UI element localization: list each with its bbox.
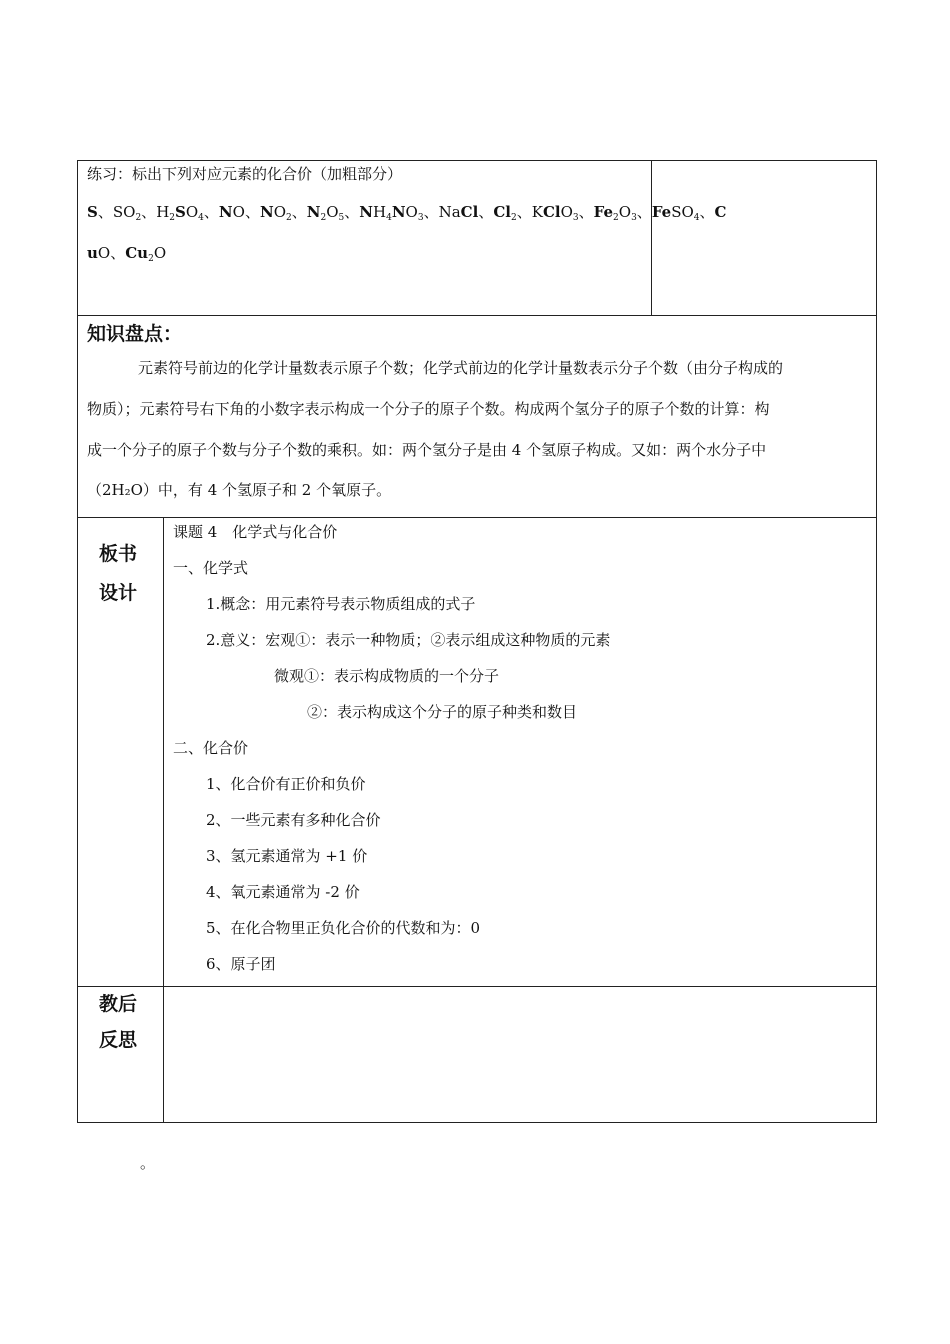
- formula-text: 、: [636, 203, 652, 221]
- formula-text: H: [372, 203, 387, 221]
- reflection-label-line-1: 教后: [99, 993, 138, 1015]
- formula-text: 、: [699, 203, 715, 221]
- board-label-cell: [78, 518, 163, 986]
- formula-text: SO: [671, 203, 694, 221]
- formula-text: Cl: [493, 203, 511, 221]
- formula-text: H: [156, 203, 170, 221]
- reflection-label-cell: [78, 987, 163, 1122]
- formula-text: Cl: [542, 203, 561, 221]
- knowledge-title: 知识盘点：: [87, 323, 183, 345]
- board-valence-item-2: 2、一些元素有多种化合价: [206, 811, 381, 829]
- board-valence-item-1: 1、化合价有正价和负价: [206, 775, 366, 793]
- formula-text: O: [405, 203, 418, 221]
- formula-text: 、: [344, 203, 360, 221]
- formula-text: Na: [438, 203, 461, 221]
- formula-text: O: [185, 203, 199, 221]
- board-item-concept: 1.概念：用元素符号表示物质组成的式子: [206, 595, 476, 613]
- board-section-2: 二、化合价: [173, 739, 249, 757]
- formula-text: 、: [141, 203, 157, 221]
- formula-text: N: [306, 203, 321, 221]
- practice-prompt: 练习：标出下列对应元素的化合价（加粗部分）: [87, 165, 403, 183]
- knowledge-paragraph-line-3: 成一个分子的原子个数与分子个数的乘积。如：两个氢分子是由 4 个氢原子构成。又如：两个水分子中: [87, 441, 767, 459]
- formula-text: 、: [110, 244, 126, 262]
- formula-text: 、: [516, 203, 532, 221]
- table-border-right: [876, 160, 877, 1123]
- formula-subscript: 2: [148, 254, 154, 264]
- practice-formulas-line-2: [87, 243, 166, 263]
- formula-text: O: [618, 203, 632, 221]
- formula-text: 、: [423, 203, 439, 221]
- formula-text: 、: [244, 203, 260, 221]
- knowledge-cell: [78, 316, 876, 517]
- formula-text: Cl: [460, 203, 479, 221]
- formula-text: 、: [203, 203, 219, 221]
- formula-text: S: [87, 203, 98, 221]
- board-valence-item-3: 3、氢元素通常为 +1 价: [206, 847, 368, 865]
- board-section-1: 一、化学式: [173, 559, 249, 577]
- formula-subscript: 2: [613, 213, 619, 223]
- formula-text: u: [87, 244, 98, 262]
- formula-text: Fe: [651, 203, 672, 221]
- formula-text: 、: [478, 203, 494, 221]
- formula-subscript: 2: [510, 213, 517, 223]
- formula-text: O: [273, 203, 286, 221]
- board-label-line-2: 设计: [99, 582, 138, 604]
- knowledge-paragraph-line-2: 物质）；元素符号右下角的小数字表示构成一个分子的原子个数。构成两个氢分子的原子个数的计算：构: [87, 400, 770, 418]
- formula-text: O: [326, 203, 339, 221]
- formula-subscript: 4: [386, 213, 392, 223]
- formula-text: Cu: [125, 244, 149, 262]
- board-item-meaning: 2.意义：宏观①：表示一种物质；②表示组成这种物质的元素: [206, 631, 611, 649]
- knowledge-paragraph-line-1: 元素符号前边的化学计量数表示原子个数；化学式前边的化学计量数表示分子个数（由分子构成的: [138, 359, 784, 377]
- formula-text: SO: [112, 203, 136, 221]
- formula-subscript: 2: [169, 213, 176, 223]
- practice-answer-cell: [652, 161, 876, 315]
- reflection-label-line-2: 反思: [99, 1029, 138, 1051]
- formula-subscript: 4: [198, 213, 204, 223]
- knowledge-paragraph-line-4: （2H₂O）中，有 4 个氢原子和 2 个氧原子。: [87, 481, 392, 499]
- formula-text: O: [232, 203, 245, 221]
- formula-text: N: [259, 203, 274, 221]
- formula-text: O: [153, 244, 167, 262]
- formula-subscript: 5: [338, 213, 345, 223]
- table-border-bottom: [77, 1122, 877, 1123]
- formula-text: N: [359, 203, 373, 221]
- board-topic-title: 课题 4 化学式与化合价: [173, 523, 338, 541]
- board-content-cell: [164, 518, 876, 986]
- formula-text: 、: [291, 203, 307, 221]
- formula-text: N: [391, 203, 406, 221]
- formula-text: C: [714, 203, 727, 221]
- formula-subscript: 3: [631, 213, 637, 223]
- formula-text: 、: [97, 203, 113, 221]
- formula-text: Fe: [593, 203, 614, 221]
- formula-text: O: [97, 244, 111, 262]
- practice-formulas-line-1: [87, 202, 726, 222]
- formula-subscript: 2: [320, 213, 327, 223]
- formula-subscript: 2: [286, 213, 292, 223]
- board-item-micro-2: ②：表示构成这个分子的原子种类和数目: [307, 703, 578, 721]
- board-label-line-1: 板书: [99, 543, 138, 565]
- formula-text: N: [218, 203, 233, 221]
- board-item-micro-1: 微观①：表示构成物质的一个分子: [274, 667, 500, 685]
- trailing-period: 。: [140, 1154, 156, 1172]
- formula-text: O: [560, 203, 573, 221]
- reflection-content-cell: [164, 987, 876, 1122]
- formula-subscript: 3: [417, 213, 424, 223]
- formula-text: K: [531, 203, 543, 221]
- board-valence-item-4: 4、氧元素通常为 -2 价: [206, 883, 360, 901]
- board-valence-item-6: 6、原子团: [206, 955, 276, 973]
- formula-text: 、: [578, 203, 594, 221]
- formula-subscript: 3: [572, 213, 579, 223]
- practice-cell: [78, 161, 727, 315]
- formula-subscript: 4: [693, 213, 700, 223]
- board-valence-item-5: 5、在化合物里正负化合价的代数和为：0: [206, 919, 481, 937]
- formula-text: S: [175, 203, 186, 221]
- formula-subscript: 2: [135, 213, 142, 223]
